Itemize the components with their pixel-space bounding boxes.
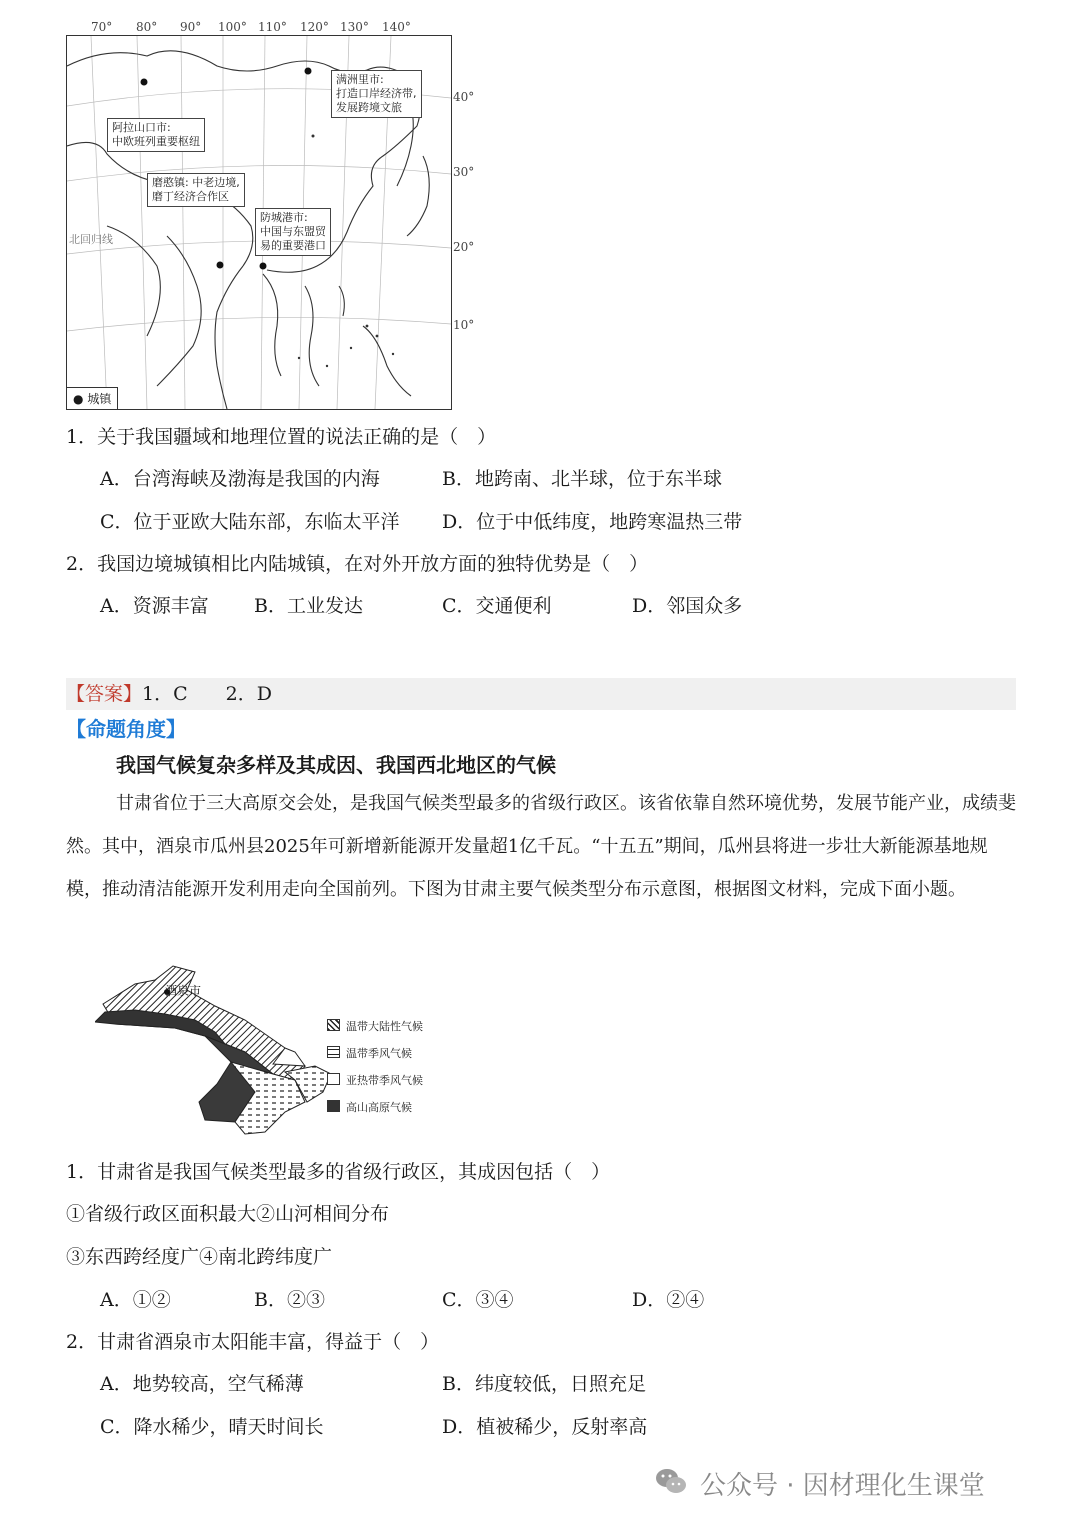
- longitude-label: 110°: [258, 20, 287, 34]
- callout-mohan: [147, 173, 245, 207]
- watermark-text: 公众号 · 因材理化生课堂: [700, 1471, 985, 1501]
- legend-label: 温带季风气候: [346, 1047, 412, 1060]
- longitude-label: 120°: [300, 20, 329, 34]
- town-marker: [305, 68, 312, 75]
- callout-manzhouli: [331, 70, 422, 118]
- latitude-label: 10°: [453, 318, 475, 332]
- option-c: C．位于亚欧大陆东部，东临太平洋: [100, 511, 400, 533]
- latitude-label: 30°: [453, 165, 475, 179]
- longitude-label: 130°: [340, 20, 369, 34]
- callout-line: 中国与东盟贸: [260, 225, 326, 238]
- answer-line: [66, 682, 272, 706]
- option-c: C．降水稀少，晴天时间长: [100, 1416, 324, 1438]
- option-d: D．邻国众多: [632, 595, 743, 617]
- legend-label: 亚热带季风气候: [346, 1074, 423, 1087]
- wechat-icon: [654, 1464, 688, 1498]
- map-legend: [67, 387, 118, 409]
- legend-label: 温带大陆性气候: [346, 1020, 423, 1033]
- callout-fangchenggang: [255, 208, 331, 256]
- option-b: B．工业发达: [254, 595, 363, 617]
- angle-label: 【命题角度】: [66, 717, 186, 741]
- option-d: D．植被稀少，反射率高: [442, 1416, 648, 1438]
- section-title: 我国气候复杂多样及其成因、我国西北地区的气候: [116, 753, 556, 777]
- legend-swatch-dark: [327, 1100, 340, 1112]
- option-a: A．①②: [100, 1289, 171, 1311]
- option-c: C．③④: [442, 1289, 514, 1311]
- option-d: D．位于中低纬度，地跨寒温热三带: [442, 511, 743, 533]
- answer-text: 1．C 2．D: [142, 683, 272, 705]
- option-b: B．地跨南、北半球，位于东半球: [442, 468, 722, 490]
- option-c: C．交通便利: [442, 595, 552, 617]
- asia-border-map: [66, 35, 452, 410]
- question-stem: 1．关于我国疆域和地理位置的说法正确的是（ ）: [66, 426, 497, 448]
- statement-line: ①省级行政区面积最大②山河相间分布: [66, 1203, 390, 1225]
- callout-line: 易的重要港口: [260, 239, 326, 252]
- option-a: A．地势较高，空气稀薄: [100, 1373, 304, 1395]
- latitude-label: 20°: [453, 240, 475, 254]
- option-a: A．台湾海峡及渤海是我国的内海: [100, 468, 380, 490]
- option-b: B．②③: [254, 1289, 325, 1311]
- option-b: B．纬度较低，日照充足: [442, 1373, 646, 1395]
- callout-line: 打造口岸经济带,: [336, 87, 417, 100]
- answer-tag: 【答案】: [66, 683, 143, 705]
- latitude-label: 40°: [453, 90, 475, 104]
- tropic-label: 北回归线: [69, 233, 113, 246]
- callout-line: 发展跨境文旅: [336, 101, 402, 114]
- option-a: A．资源丰富: [100, 595, 209, 617]
- legend-swatch-dash: [327, 1046, 340, 1058]
- statement-line: ③东西跨经度广④南北跨纬度广: [66, 1246, 333, 1268]
- question-stem: 2．甘肃省酒泉市太阳能丰富，得益于（ ）: [66, 1331, 440, 1353]
- callout-line: 满洲里市:: [336, 73, 384, 86]
- callout-line: 防城港市:: [260, 211, 308, 224]
- question-stem: 2．我国边境城镇相比内陆城镇，在对外开放方面的独特优势是（ ）: [66, 553, 649, 575]
- town-marker: [217, 262, 224, 269]
- longitude-label: 80°: [136, 20, 158, 34]
- legend-label: 城镇: [87, 392, 112, 406]
- longitude-label: 100°: [218, 20, 247, 34]
- legend-swatch-blank: [327, 1073, 340, 1085]
- callout-line: 中欧班列重要枢纽: [112, 135, 200, 148]
- longitude-label: 140°: [382, 20, 411, 34]
- town-marker: [141, 79, 148, 86]
- option-d: D．②④: [632, 1289, 705, 1311]
- jiuquan-label: 酒泉市: [165, 984, 202, 998]
- legend-label: 高山高原气候: [346, 1101, 412, 1114]
- callout-line: 磨丁经济合作区: [152, 190, 229, 203]
- callout-line: 阿拉山口市:: [112, 121, 171, 134]
- callout-alashankou: [107, 118, 205, 152]
- question-stem: 1．甘肃省是我国气候类型最多的省级行政区，其成因包括（ ）: [66, 1161, 611, 1183]
- town-marker: [260, 263, 267, 270]
- legend-swatch-hatch: [327, 1019, 340, 1031]
- town-legend-icon: ●: [73, 392, 84, 406]
- longitude-label: 70°: [91, 20, 113, 34]
- callout-line: 磨憨镇: 中老边境,: [152, 176, 240, 189]
- passage: 甘肃省位于三大高原交会处，是我国气候类型最多的省级行政区。该省依靠自然环境优势，发展节能产业，成绩斐然。其中，酒泉市瓜州县2025年可新增新能源开发量超1亿千瓦。“十五五”期间，瓜州县将进一步壮大新能源基地规模，推动清洁能源开发利用走向全国前列。下图为甘肃主要气候类型分布示意图，根据图文材料，完成下面小题。: [66, 793, 1016, 900]
- longitude-label: 90°: [180, 20, 202, 34]
